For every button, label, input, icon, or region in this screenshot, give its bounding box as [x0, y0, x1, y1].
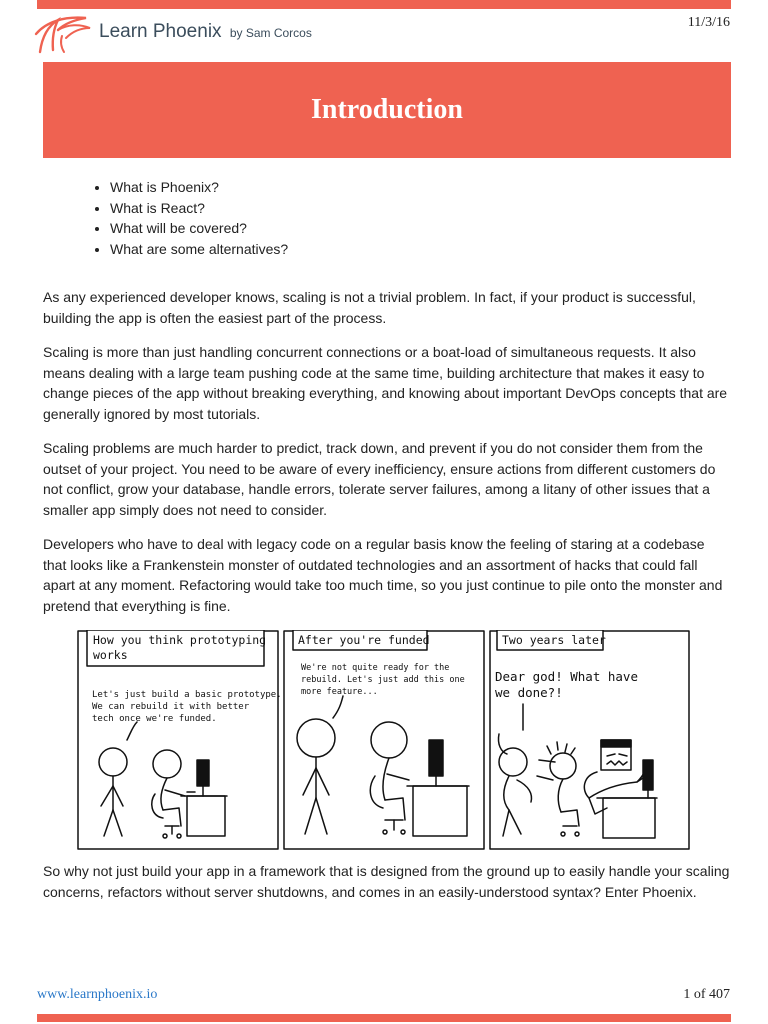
- chapter-banner: [43, 62, 731, 158]
- paragraph: Scaling problems are much harder to predict, track down, and prevent if you do not consider them from the outset of your project. You need to be aware of every inefficiency, ensure actions from different customers do not conflict, grow your database, handle errors, tolerate server failures, among a litany of other issues that a smaller app simply does not need to consider.: [43, 440, 716, 518]
- comic-speech: We're not quite ready for the: [301, 663, 450, 673]
- comic-panel-3: [490, 631, 689, 849]
- comic-caption: After you're funded: [298, 633, 430, 647]
- page-number: 1 of 407: [683, 987, 730, 1002]
- bottom-accent-bar: [37, 1014, 731, 1022]
- list-item: • What is Phoenix?: [110, 177, 288, 198]
- top-accent-bar: [37, 0, 731, 9]
- chapter-title: Introduction: [311, 94, 463, 125]
- paragraph: Developers who have to deal with legacy code on a regular basis know the feeling of staring at a codebase that looks like a Frankenstein monster of outdated technologies and an assortment of hacks that could fall apart at any moment. Refactoring would take too much time, so you just continue to pile onto the monster and pretend that everything is fine.: [43, 536, 723, 614]
- comic-speech: tech once we're funded.: [92, 714, 217, 724]
- brand-title: [99, 21, 312, 43]
- comic-speech: Dear god! What have: [495, 669, 638, 684]
- list-item: • What will be covered?: [110, 218, 288, 239]
- comic-speech: more feature...: [301, 687, 378, 697]
- comic-speech: we done?!: [495, 685, 563, 700]
- comic-speech: Let's just build a basic prototype.: [92, 690, 282, 700]
- list-item: • What are some alternatives?: [110, 239, 288, 260]
- document-date: 11/3/16: [687, 15, 730, 30]
- phoenix-logo-icon: [34, 12, 92, 54]
- list-item: • What is React?: [110, 198, 288, 219]
- website-link[interactable]: www.learnphoenix.io: [37, 987, 158, 1002]
- comic-speech: rebuild. Let's just add this one: [301, 675, 465, 685]
- paragraph: So why not just build your app in a framework that is designed from the ground up to easily handle your scaling concerns, refactors without server shutdowns, and comes in an easily-understood syntax? Enter Phoenix.: [43, 863, 730, 900]
- topic-list: [90, 177, 288, 259]
- comic-strip: [77, 630, 690, 850]
- paragraph: Scaling is more than just handling concurrent connections or a boat-load of simultaneous requests. It also means dealing with a large team pushing code at the same time, building architecture that makes it easy to change pieces of the app without breaking everything, and knowing about important DevOps concepts that are generally ignored by most tutorials.: [43, 344, 728, 422]
- comic-caption: works: [93, 648, 128, 662]
- paragraph: As any experienced developer knows, scaling is not a trivial problem. In fact, if your product is successful, building the app is often the easiest part of the process.: [43, 289, 696, 326]
- comic-speech: We can rebuild it with better: [92, 702, 250, 712]
- comic-caption: How you think prototyping: [93, 633, 267, 647]
- brand-name: Learn Phoenix: [99, 21, 222, 42]
- comic-caption: Two years later: [502, 633, 606, 647]
- brand-byline: by Sam Corcos: [229, 26, 312, 40]
